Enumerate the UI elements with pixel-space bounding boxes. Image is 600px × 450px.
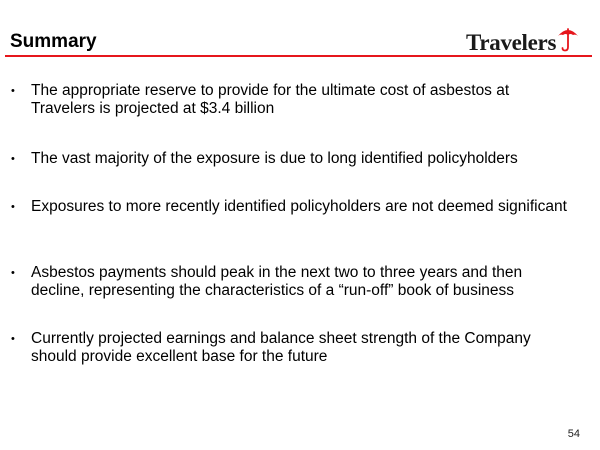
bullet-marker: • [11, 267, 15, 279]
bullet-marker: • [11, 201, 15, 213]
page-number: 54 [567, 428, 580, 440]
slide-title: Summary [10, 31, 97, 52]
bullet-text: Exposures to more recently identified policyholders are not deemed significant [31, 198, 567, 215]
bullet-marker: • [11, 153, 15, 165]
bullet-item [10, 150, 570, 168]
logo-wordmark: Travelers [466, 30, 557, 55]
bullet-item [10, 82, 570, 118]
bullet-item [10, 198, 570, 216]
bullet-marker: • [11, 85, 15, 97]
bullet-text: Currently projected earnings and balance sheet strength of the Company should provide excellent base for the future [31, 330, 531, 365]
bullet-item [10, 330, 570, 366]
bullet-text: The vast majority of the exposure is due to long identified policyholders [31, 150, 518, 167]
bullet-text: The appropriate reserve to provide for the ultimate cost of asbestos at Travelers is projected at $3.4 billion [31, 82, 510, 117]
bullet-text: Asbestos payments should peak in the next two to three years and then decline, representing the characteristics of a “run-off” book of business [31, 264, 523, 299]
bullet-item [10, 264, 570, 300]
bullet-marker: • [11, 333, 15, 345]
